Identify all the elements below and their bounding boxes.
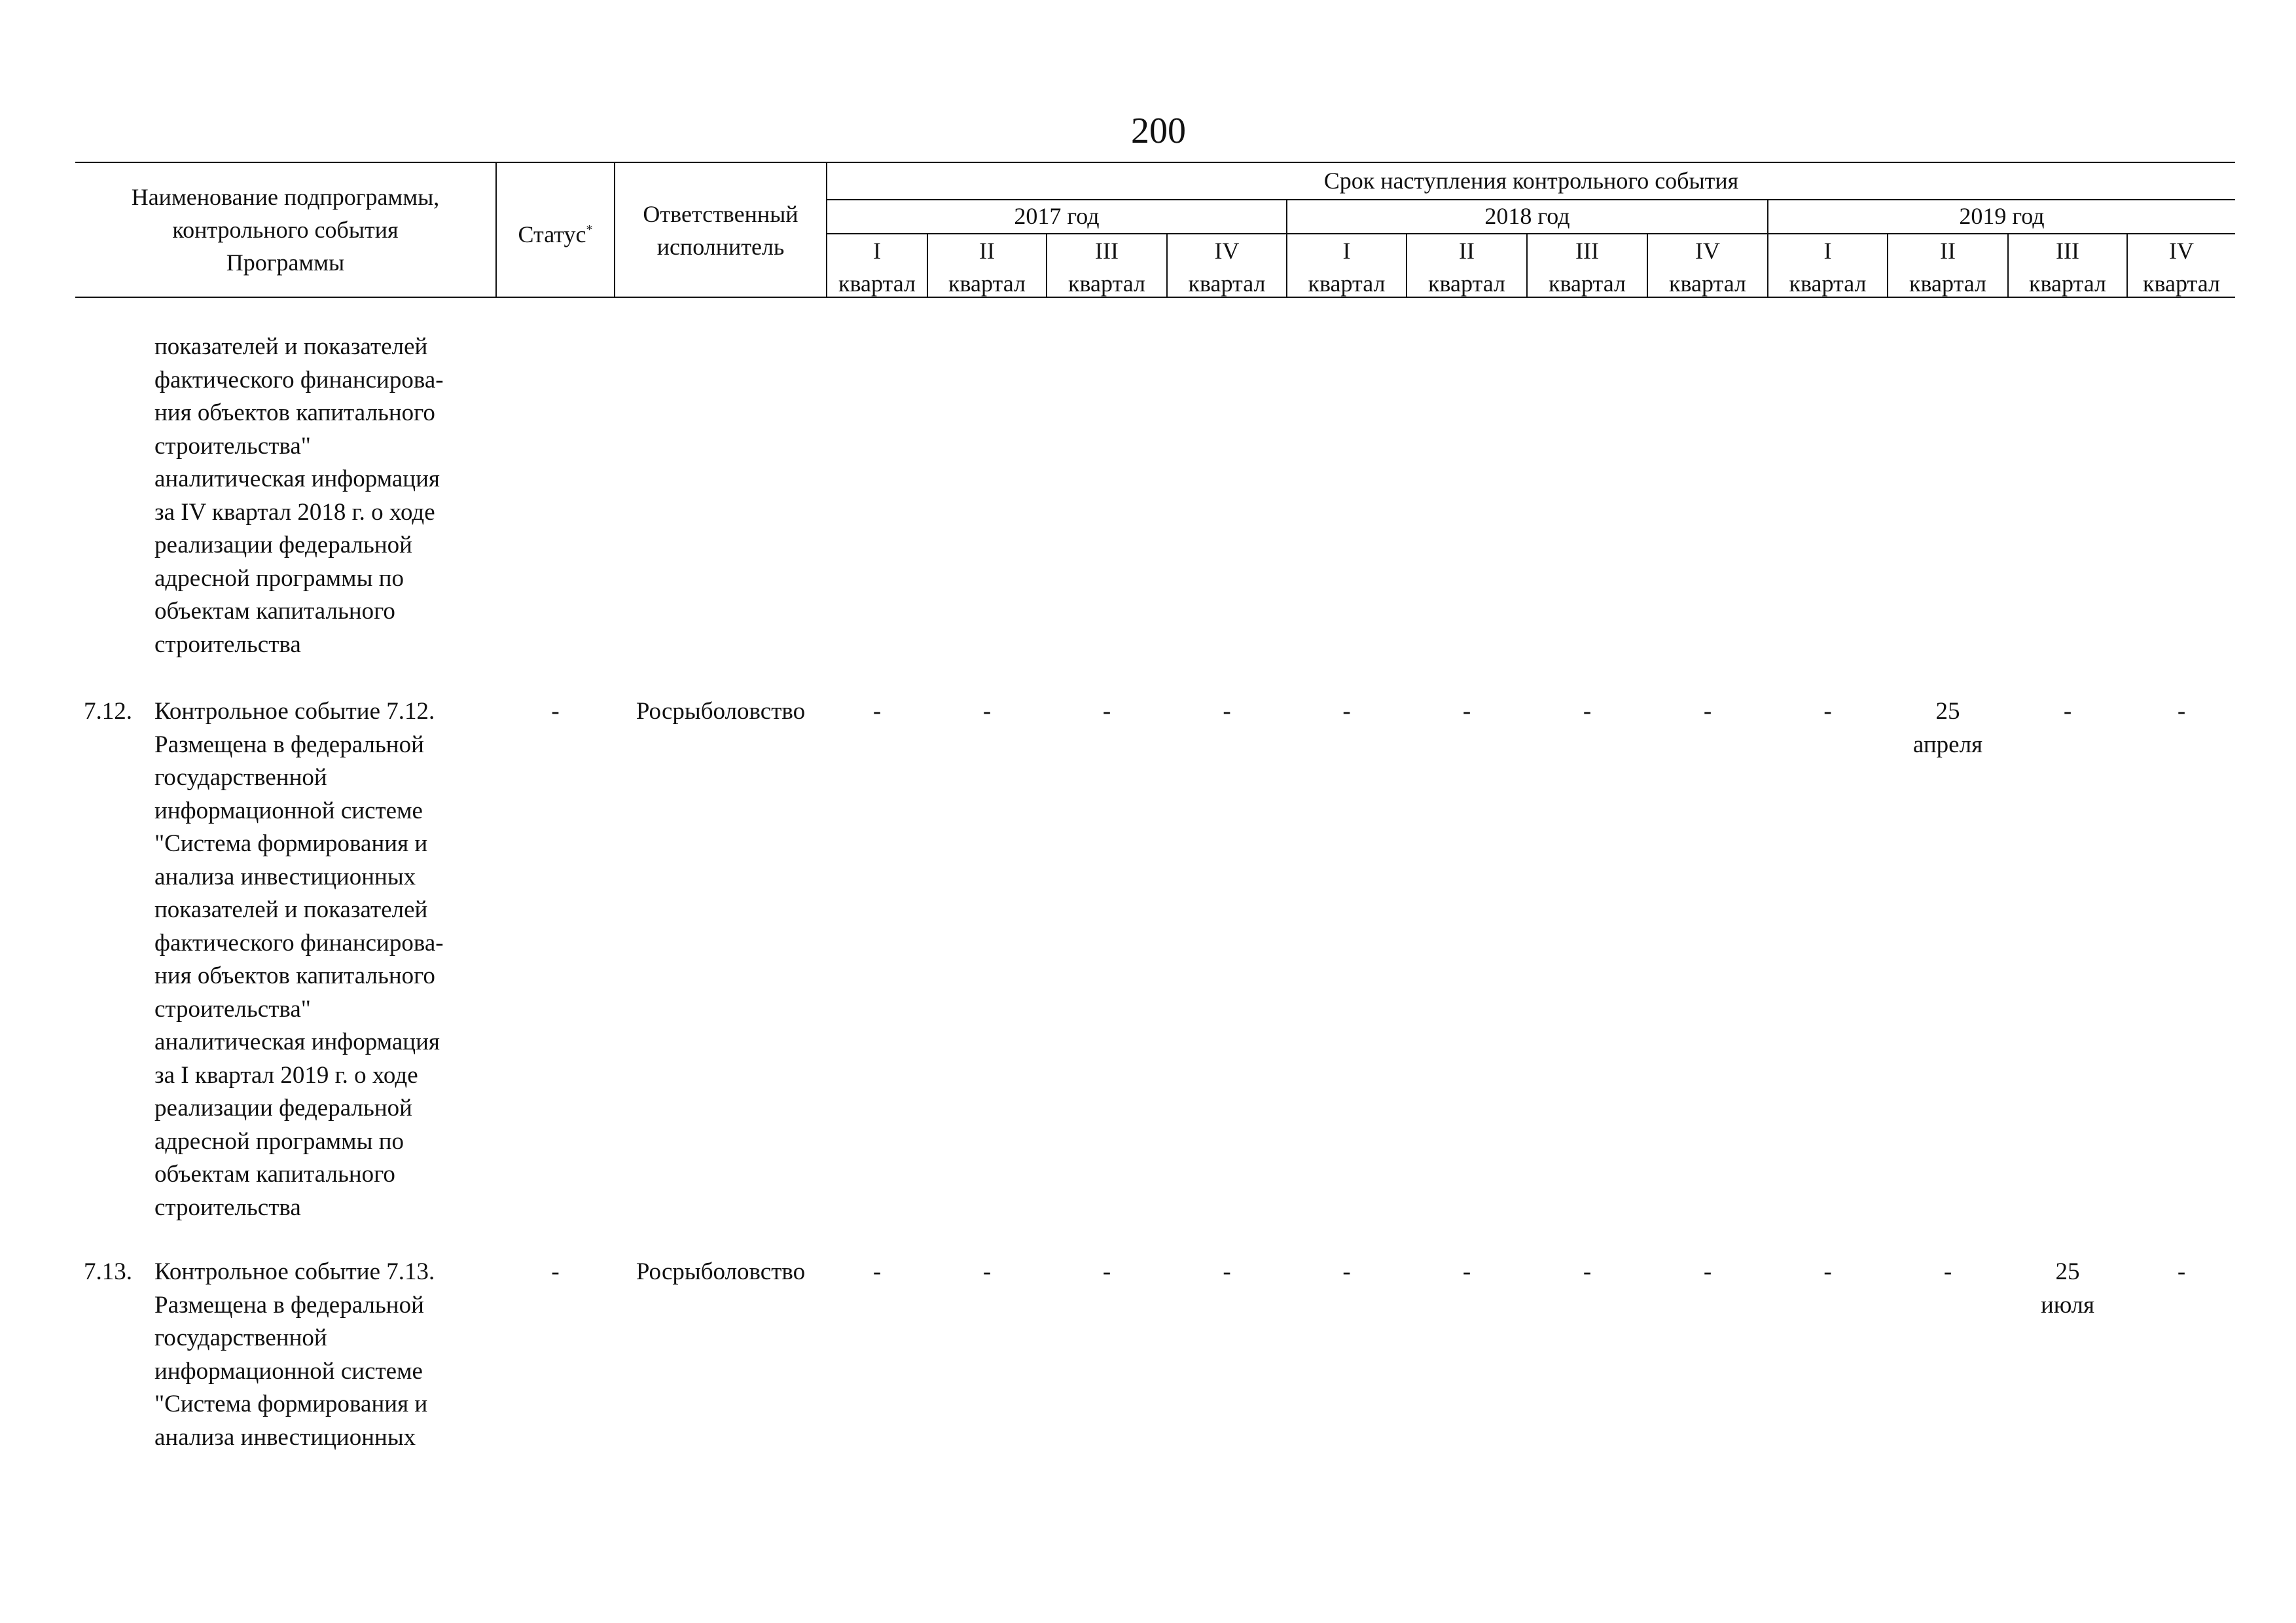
status-cell: - — [551, 1258, 560, 1285]
deadline-header: Срок наступления контрольного события — [1323, 168, 1739, 194]
name-column-header: Наименование подпрограммы, контрольного события Программы — [131, 184, 440, 276]
footnote-mark: * — [586, 223, 593, 237]
quarter-header: III квартал — [1068, 238, 1145, 297]
quarter-cell: - — [1102, 698, 1111, 725]
row-number: 7.12. — [84, 698, 132, 725]
continuation-text: показателей и показателей фактического финансирова- ния объектов капитального строительства" аналитическая информация за IV квартал 2018 г. о ходе реализации федеральной адресной программы по объектам капитального строительства — [154, 333, 444, 658]
status-cell: - — [551, 698, 560, 725]
quarter-cell: - — [2177, 1258, 2186, 1285]
quarter-cell: - — [2063, 698, 2072, 725]
quarter-cell: - — [982, 698, 992, 725]
quarter-cell: - — [1223, 698, 1231, 725]
quarter-cell: - — [872, 698, 882, 725]
year-2017-header: 2017 год — [1014, 203, 1100, 229]
quarter-cell: - — [1462, 1258, 1471, 1285]
quarter-cell: - — [1943, 1258, 1952, 1285]
quarter-cell: - — [1703, 698, 1712, 725]
quarter-cell: - — [1223, 1258, 1231, 1285]
responsible-cell: Росрыболовство — [636, 1258, 806, 1285]
quarter-cell: 25 апреля — [1912, 698, 1983, 758]
quarter-cell: - — [1342, 1258, 1351, 1285]
quarter-cell: - — [1583, 1258, 1592, 1285]
quarter-header: I квартал — [838, 238, 916, 297]
quarter-header: I квартал — [1308, 238, 1386, 297]
quarter-cell: - — [1462, 698, 1471, 725]
quarter-cell: - — [1703, 1258, 1712, 1285]
quarter-header: IV квартал — [1188, 238, 1266, 297]
year-2018-header: 2018 год — [1484, 203, 1570, 229]
year-2019-header: 2019 год — [1959, 203, 2045, 229]
quarter-cell: - — [1342, 698, 1351, 725]
quarter-cell: 25 июля — [2040, 1258, 2094, 1319]
quarter-header: IV квартал — [1669, 238, 1746, 297]
quarter-header: II квартал — [1428, 238, 1505, 297]
quarter-header: I квартал — [1789, 238, 1867, 297]
status-column-header: Статус* — [518, 221, 593, 247]
quarter-cell: - — [1102, 1258, 1111, 1285]
quarter-cell: - — [982, 1258, 992, 1285]
quarter-header: IV квартал — [2143, 238, 2220, 297]
quarter-header: II квартал — [948, 238, 1026, 297]
event-description: Контрольное событие 7.13. Размещена в федеральной государственной информационной системе "Система формирования и анализа инвестиционных — [154, 1258, 435, 1451]
quarter-cell: - — [1823, 698, 1832, 725]
quarter-header: III квартал — [1549, 238, 1626, 297]
quarter-header: II квартал — [1909, 238, 1986, 297]
quarter-cell: - — [1823, 1258, 1832, 1285]
quarter-cell: - — [872, 1258, 882, 1285]
responsible-column-header: Ответственный исполнитель — [643, 201, 798, 260]
responsible-cell: Росрыболовство — [636, 698, 806, 725]
quarter-header: III квартал — [2029, 238, 2106, 297]
quarter-cell: - — [2177, 698, 2186, 725]
event-description: Контрольное событие 7.12. Размещена в федеральной государственной информационной системе "Система формирования и анализа инвестиционных показателей и показателей фактического финансирова- ния объектов капитального строительства" аналитическая информация за I квартал 2019 г. о ходе реализации федеральной адресной программы по объектам капитального строительства — [154, 698, 444, 1221]
quarter-cell: - — [1583, 698, 1592, 725]
row-number: 7.13. — [84, 1258, 132, 1285]
page-number: 200 — [1131, 111, 1186, 151]
